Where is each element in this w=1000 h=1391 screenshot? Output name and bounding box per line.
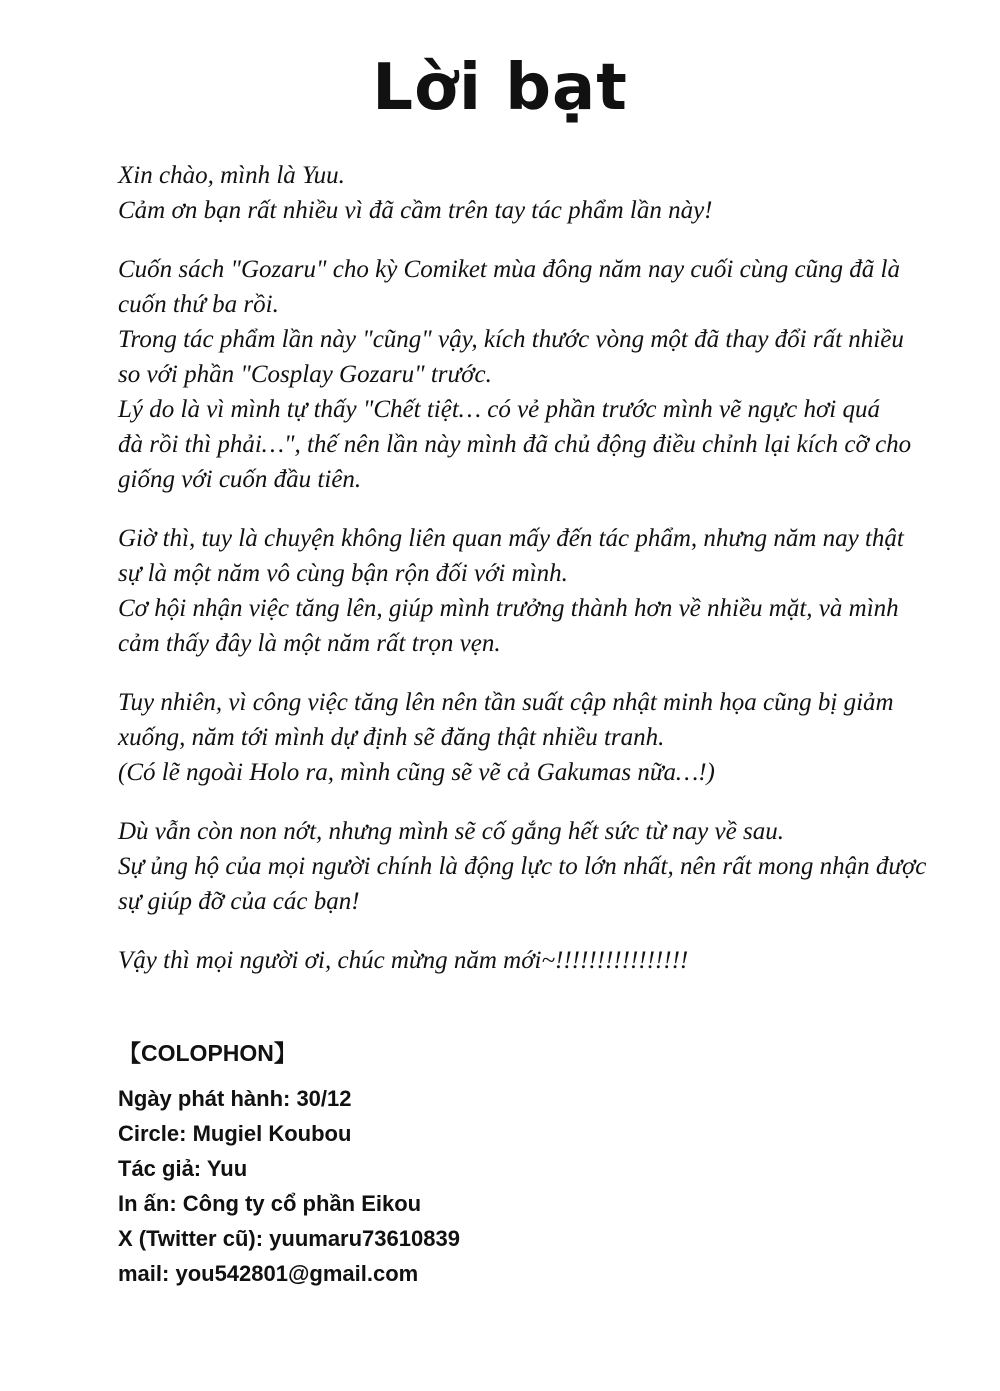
colophon	[118, 1036, 460, 1291]
paragraph-year	[118, 521, 904, 661]
text-line: Giờ thì, tuy là chuyện không liên quan mấy đến tác phẩm, nhưng năm nay thật	[118, 525, 904, 552]
colophon-circle: Circle: Mugiel Koubou	[118, 1121, 352, 1146]
text-line: Vậy thì mọi người ơi, chúc mừng năm mới~!!!!!!!!!!!!!!!!	[118, 947, 689, 974]
colophon-printer: In ấn: Công ty cổ phần Eikou	[118, 1191, 422, 1216]
text-line: xuống, năm tới mình dự định sẽ đăng thật nhiều tranh.	[118, 724, 665, 751]
colophon-author: Tác giả: Yuu	[118, 1156, 248, 1181]
text-line: cảm thấy đây là một năm rất trọn vẹn.	[118, 630, 501, 657]
text-line: so với phần "Cosplay Gozaru" trước.	[118, 361, 492, 388]
paragraph-plans	[118, 685, 898, 790]
colophon-twitter: X (Twitter cũ): yuumaru73610839	[118, 1226, 460, 1251]
text-line: Cơ hội nhận việc tăng lên, giúp mình trưởng thành hơn về nhiều mặt, và mình	[118, 595, 899, 622]
colophon-release-date: Ngày phát hành: 30/12	[118, 1086, 352, 1111]
text-line: đà rồi thì phải…", thế nên lần này mình đã chủ động điều chỉnh lại kích cỡ cho	[118, 431, 912, 458]
text-line: Sự ủng hộ của mọi người chính là động lực to lớn nhất, nên rất mong nhận được	[118, 853, 927, 880]
text-line: (Có lẽ ngoài Holo ra, mình cũng sẽ vẽ cả Gakumas nữa…!)	[118, 759, 715, 786]
page-title: Lời bạt	[372, 51, 628, 125]
text-line: giống với cuốn đầu tiên.	[118, 466, 362, 493]
colophon-heading: 【COLOPHON】	[118, 1040, 297, 1066]
paragraph-new-year	[118, 943, 898, 978]
paragraph-thanks	[118, 814, 927, 919]
paragraph-greeting	[118, 158, 898, 228]
text-line: Xin chào, mình là Yuu.	[118, 162, 345, 189]
text-line: cuốn thứ ba rồi.	[118, 291, 279, 318]
text-line: Tuy nhiên, vì công việc tăng lên nên tần suất cập nhật minh họa cũng bị giảm	[118, 689, 894, 716]
text-line: sự là một năm vô cùng bận rộn đối với mình.	[118, 560, 568, 587]
text-line: Trong tác phẩm lần này "cũng" vậy, kích thước vòng một đã thay đổi rất nhiều	[118, 326, 904, 353]
text-line: Cảm ơn bạn rất nhiều vì đã cầm trên tay tác phẩm lần này!	[118, 197, 713, 224]
text-line: Lý do là vì mình tự thấy "Chết tiệt… có vẻ phần trước mình vẽ ngực hơi quá	[118, 396, 880, 423]
text-line: sự giúp đỡ của các bạn!	[118, 888, 360, 915]
afterword-body	[118, 158, 927, 1002]
colophon-mail: mail: you542801@gmail.com	[118, 1261, 419, 1286]
text-line: Dù vẫn còn non nớt, nhưng mình sẽ cố gắng hết sức từ nay về sau.	[118, 818, 784, 845]
text-line: Cuốn sách "Gozaru" cho kỳ Comiket mùa đông năm nay cuối cùng cũng đã là	[118, 256, 900, 283]
paragraph-book	[118, 252, 912, 497]
